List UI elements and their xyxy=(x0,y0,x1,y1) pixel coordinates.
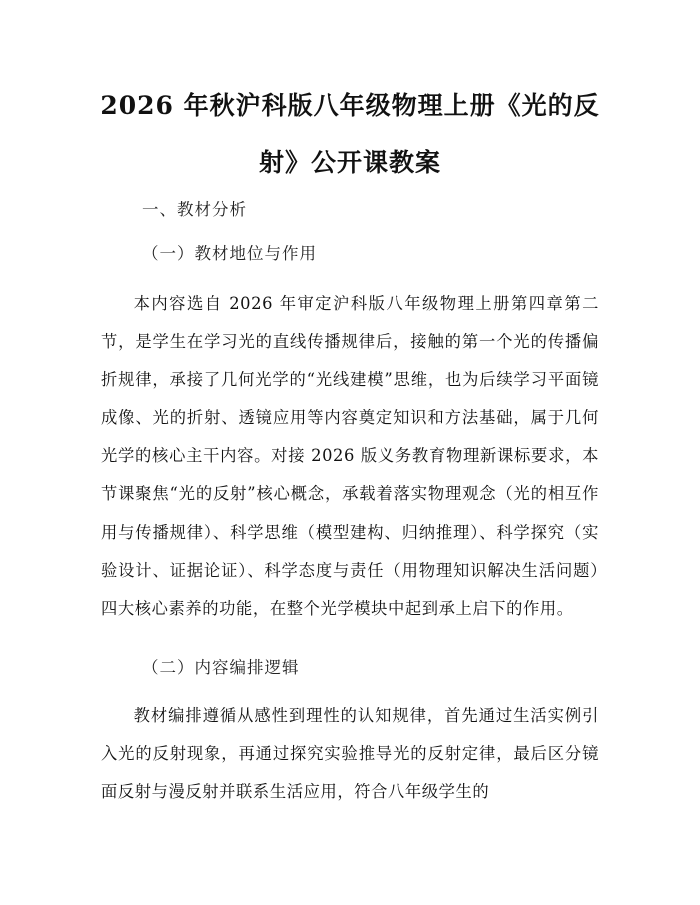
body-paragraph-content-logic: 教材编排遵循从感性到理性的认知规律，首先通过生活实例引入光的反射现象，再通过探究实验推导光的反射定律，最后区分镜面反射与漫反射并联系生活应用，符合八年级学生的 xyxy=(101,706,599,802)
body-paragraph-status-and-role: 本内容选自 2026 年审定沪科版八年级物理上册第四章第二节，是学生在学习光的直线传播规律后，接触的第一个光的传播偏折规律，承接了几何光学的“光线建模”思维，也为后续学习平面镜成像、光的折射、透镜应用等内容奠定知识和方法基础，属于几何光学的核心主干内容。对接 2026 版义务教育物理新课标要求，本节课聚焦“光的反射”核心概念，承载着落实物理观念（光的相互作用与传播规律）、科学思维（模型建构、归纳推理）、科学探究（实验设计、证据论证）、科学态度与责任（用物理知识解决生活问题）四大核心素养的功能，在整个光学模块中起到承上启下的作用。 xyxy=(101,294,599,618)
subsection-heading-status-and-role: （一）教材地位与作用 xyxy=(142,244,317,263)
document-title-line-2: 射》公开课教案 xyxy=(258,148,441,177)
document-title-line-1: 2026 年秋沪科版八年级物理上册《光的反 xyxy=(100,91,600,120)
section-heading-textbook-analysis: 一、教材分析 xyxy=(142,200,247,219)
subsection-heading-content-logic: （二）内容编排逻辑 xyxy=(142,658,300,677)
